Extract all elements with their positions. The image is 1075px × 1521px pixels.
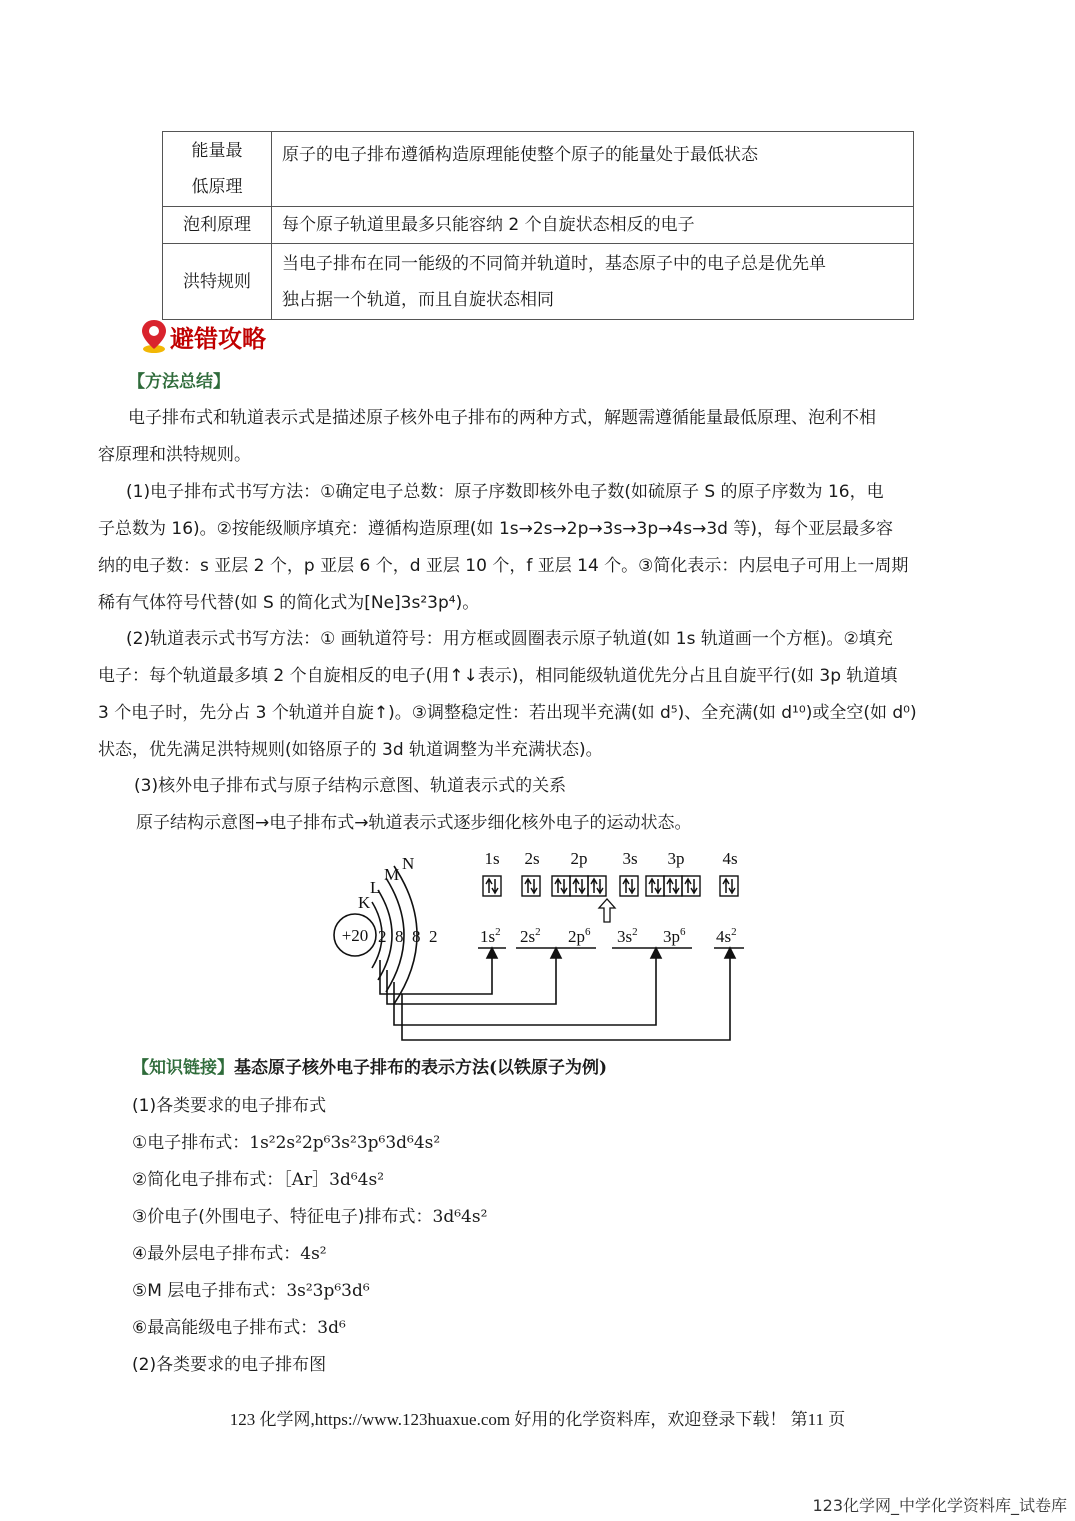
spin-up-arrow [573, 879, 579, 893]
spin-down-arrow [673, 879, 679, 893]
config-label: $2p^6$ [568, 926, 591, 946]
spin-down-arrow [531, 879, 537, 893]
text-line: 纳的电子数：s 亚层 2 个，p 亚层 6 个，d 亚层 10 个，f 亚层 14 个。③简化表示：内层电子可用上一周期 [98, 556, 909, 576]
section-heading [140, 318, 266, 354]
orbital-box [552, 876, 570, 896]
orbital-box [646, 876, 664, 896]
spin-down-arrow [729, 879, 735, 893]
text-line: 电子排布式和轨道表示式是描述原子核外电子排布的两种方式，解题需遵循能量最低原理、泡利不相 [128, 408, 876, 428]
watermark: 123化学网_中学化学资料库_试卷库 [812, 1496, 1067, 1515]
shell-count: 8 [395, 927, 404, 946]
orbital-box [720, 876, 738, 896]
spin-up-arrow [685, 879, 691, 893]
table-key: 能量最 [191, 141, 243, 161]
orbital-boxes [483, 876, 738, 896]
orbital-label: 1s [484, 849, 500, 868]
formula-item: ①电子排布式：1s²2s²2p⁶3s²3p⁶3d⁶4s² [132, 1133, 441, 1153]
arrowhead [725, 948, 735, 958]
spin-up-arrow [723, 879, 729, 893]
connector-line [387, 952, 556, 1004]
formula-item: ③价电子(外围电子、特征电子)排布式：3d⁶4s² [132, 1207, 488, 1227]
table-value: 原子的电子排布遵循构造原理能使整个原子的能量处于最低状态 [272, 132, 914, 207]
spin-up-arrow [667, 879, 673, 893]
shell-count: 8 [412, 927, 421, 946]
text-line: 状态，优先满足洪特规则(如铬原子的 3d 轨道调整为半充满状态)。 [98, 740, 603, 760]
table-value-cell [272, 244, 914, 320]
formula-item: ④最外层电子排布式：4s² [132, 1244, 327, 1264]
method-point-1 [98, 474, 978, 622]
text-line: (2)轨道表示式书写方法：① 画轨道符号：用方框或圆圈表示原子轨道(如 1s 轨道画一个方框)。②填充 [126, 629, 893, 649]
method-intro [98, 400, 978, 474]
connector-line [394, 952, 656, 1025]
text-line: 3 个电子时，先分占 3 个轨道并自旋↑)。③调整稳定性：若出现半充满(如 d⁵)、全充满(如 d¹⁰)或全空(如 d⁰) [98, 703, 917, 723]
text-line: (1)电子排布式书写方法：①确定电子总数：原子序数即核外电子数(如硫原子 S 的原子序数为 16，电 [126, 482, 884, 502]
arrowhead [551, 948, 561, 958]
shell-letter-m: M [384, 865, 400, 884]
formula-list [132, 1125, 487, 1347]
config-label: $3p^6$ [663, 926, 686, 946]
orbital-box [570, 876, 588, 896]
shell-letter-n: N [402, 854, 415, 873]
table-value-line: 当电子排布在同一能级的不同简并轨道时，基态原子中的电子总是优先单 [282, 253, 826, 274]
spin-down-arrow [492, 879, 498, 893]
text-line: 电子：每个轨道最多填 2 个自旋相反的电子(用↑↓表示)，相同能级轨道优先分占且自旋平行(如 3p 轨道填 [98, 666, 898, 686]
config-label: $4s^2$ [716, 926, 737, 946]
atomic-structure-diagram [320, 842, 760, 1052]
orbital-label: 3p [667, 849, 685, 868]
orbital-label: 2p [570, 849, 588, 868]
table-value: 每个原子轨道里最多只能容纳 2 个自旋状态相反的电子 [272, 207, 914, 244]
method-point-3-title: (3)核外电子排布式与原子结构示意图、轨道表示式的关系 [134, 776, 567, 796]
spin-up-arrow [525, 879, 531, 893]
table-key: 洪特规则 [163, 244, 272, 320]
knowledge-subheading-1: (1)各类要求的电子排布式 [132, 1096, 327, 1116]
spin-down-arrow [579, 879, 585, 893]
spin-down-arrow [561, 879, 567, 893]
spin-up-arrow [555, 879, 561, 893]
knowledge-subheading-2: (2)各类要求的电子排布图 [132, 1355, 327, 1375]
shell-letter-k: K [358, 893, 371, 912]
knowledge-title: 基态原子核外电子排布的表示方法(以铁原子为例) [234, 1058, 608, 1078]
orbital-box [522, 876, 540, 896]
spin-up-arrow [591, 879, 597, 893]
table-key: 低原理 [191, 177, 243, 197]
spin-down-arrow [629, 879, 635, 893]
orbital-label: 3s [622, 849, 638, 868]
up-arrow-icon [599, 899, 615, 922]
orbital-box [682, 876, 700, 896]
text-line: 子总数为 16)。②按能级顺序填充：遵循构造原理(如 1s→2s→2p→3s→3p→4s→3d 等)，每个亚层最多容 [98, 519, 893, 539]
principles-table [162, 131, 914, 320]
config-label: $2s^2$ [520, 926, 541, 946]
formula-item: ⑤M 层电子排布式：3s²3p⁶3d⁶ [132, 1281, 370, 1301]
connector-line [402, 952, 730, 1040]
formula-item: ⑥最高能级电子排布式：3d⁶ [132, 1318, 346, 1338]
shell-letter-l: L [370, 878, 381, 897]
nucleus-charge: +20 [341, 926, 369, 945]
method-point-3-text: 原子结构示意图→电子排布式→轨道表示式逐步细化核外电子的运动状态。 [136, 813, 692, 833]
text-line: 容原理和洪特规则。 [98, 445, 251, 465]
shell-count: 2 [378, 927, 387, 946]
orbital-box [664, 876, 682, 896]
orbital-label: 2s [524, 849, 540, 868]
spin-up-arrow [486, 879, 492, 893]
spin-down-arrow [597, 879, 603, 893]
spin-up-arrow [649, 879, 655, 893]
orbital-box [620, 876, 638, 896]
section-title: 避错攻略 [170, 323, 266, 353]
shell-count: 2 [429, 927, 438, 946]
spin-down-arrow [691, 879, 697, 893]
formula-item: ②简化电子排布式：［Ar］3d⁶4s² [132, 1170, 385, 1190]
knowledge-label: 【知识链接】 [132, 1058, 234, 1078]
arrowhead [651, 948, 661, 958]
orbital-box [588, 876, 606, 896]
orbital-box [483, 876, 501, 896]
knowledge-header [132, 1050, 607, 1087]
orbital-label: 4s [722, 849, 738, 868]
table-key-cell [163, 132, 272, 207]
table-key: 泡利原理 [163, 207, 272, 244]
table-value-line: 独占据一个轨道，而且自旋状态相同 [282, 289, 554, 310]
config-label: $3s^2$ [617, 926, 638, 946]
arrowhead [487, 948, 497, 958]
spin-up-arrow [623, 879, 629, 893]
config-label: $1s^2$ [480, 926, 501, 946]
config-labels [480, 926, 737, 946]
location-pin-icon [140, 318, 168, 354]
method-label: 【方法总结】 [128, 372, 230, 392]
page-footer: 123 化学网,https://www.123huaxue.com 好用的化学资料库，欢迎登录下载！ 第11 页 [229, 1410, 846, 1429]
method-point-2 [98, 621, 978, 769]
spin-down-arrow [655, 879, 661, 893]
text-line: 稀有气体符号代替(如 S 的简化式为[Ne]3s²3p⁴)。 [98, 593, 480, 613]
